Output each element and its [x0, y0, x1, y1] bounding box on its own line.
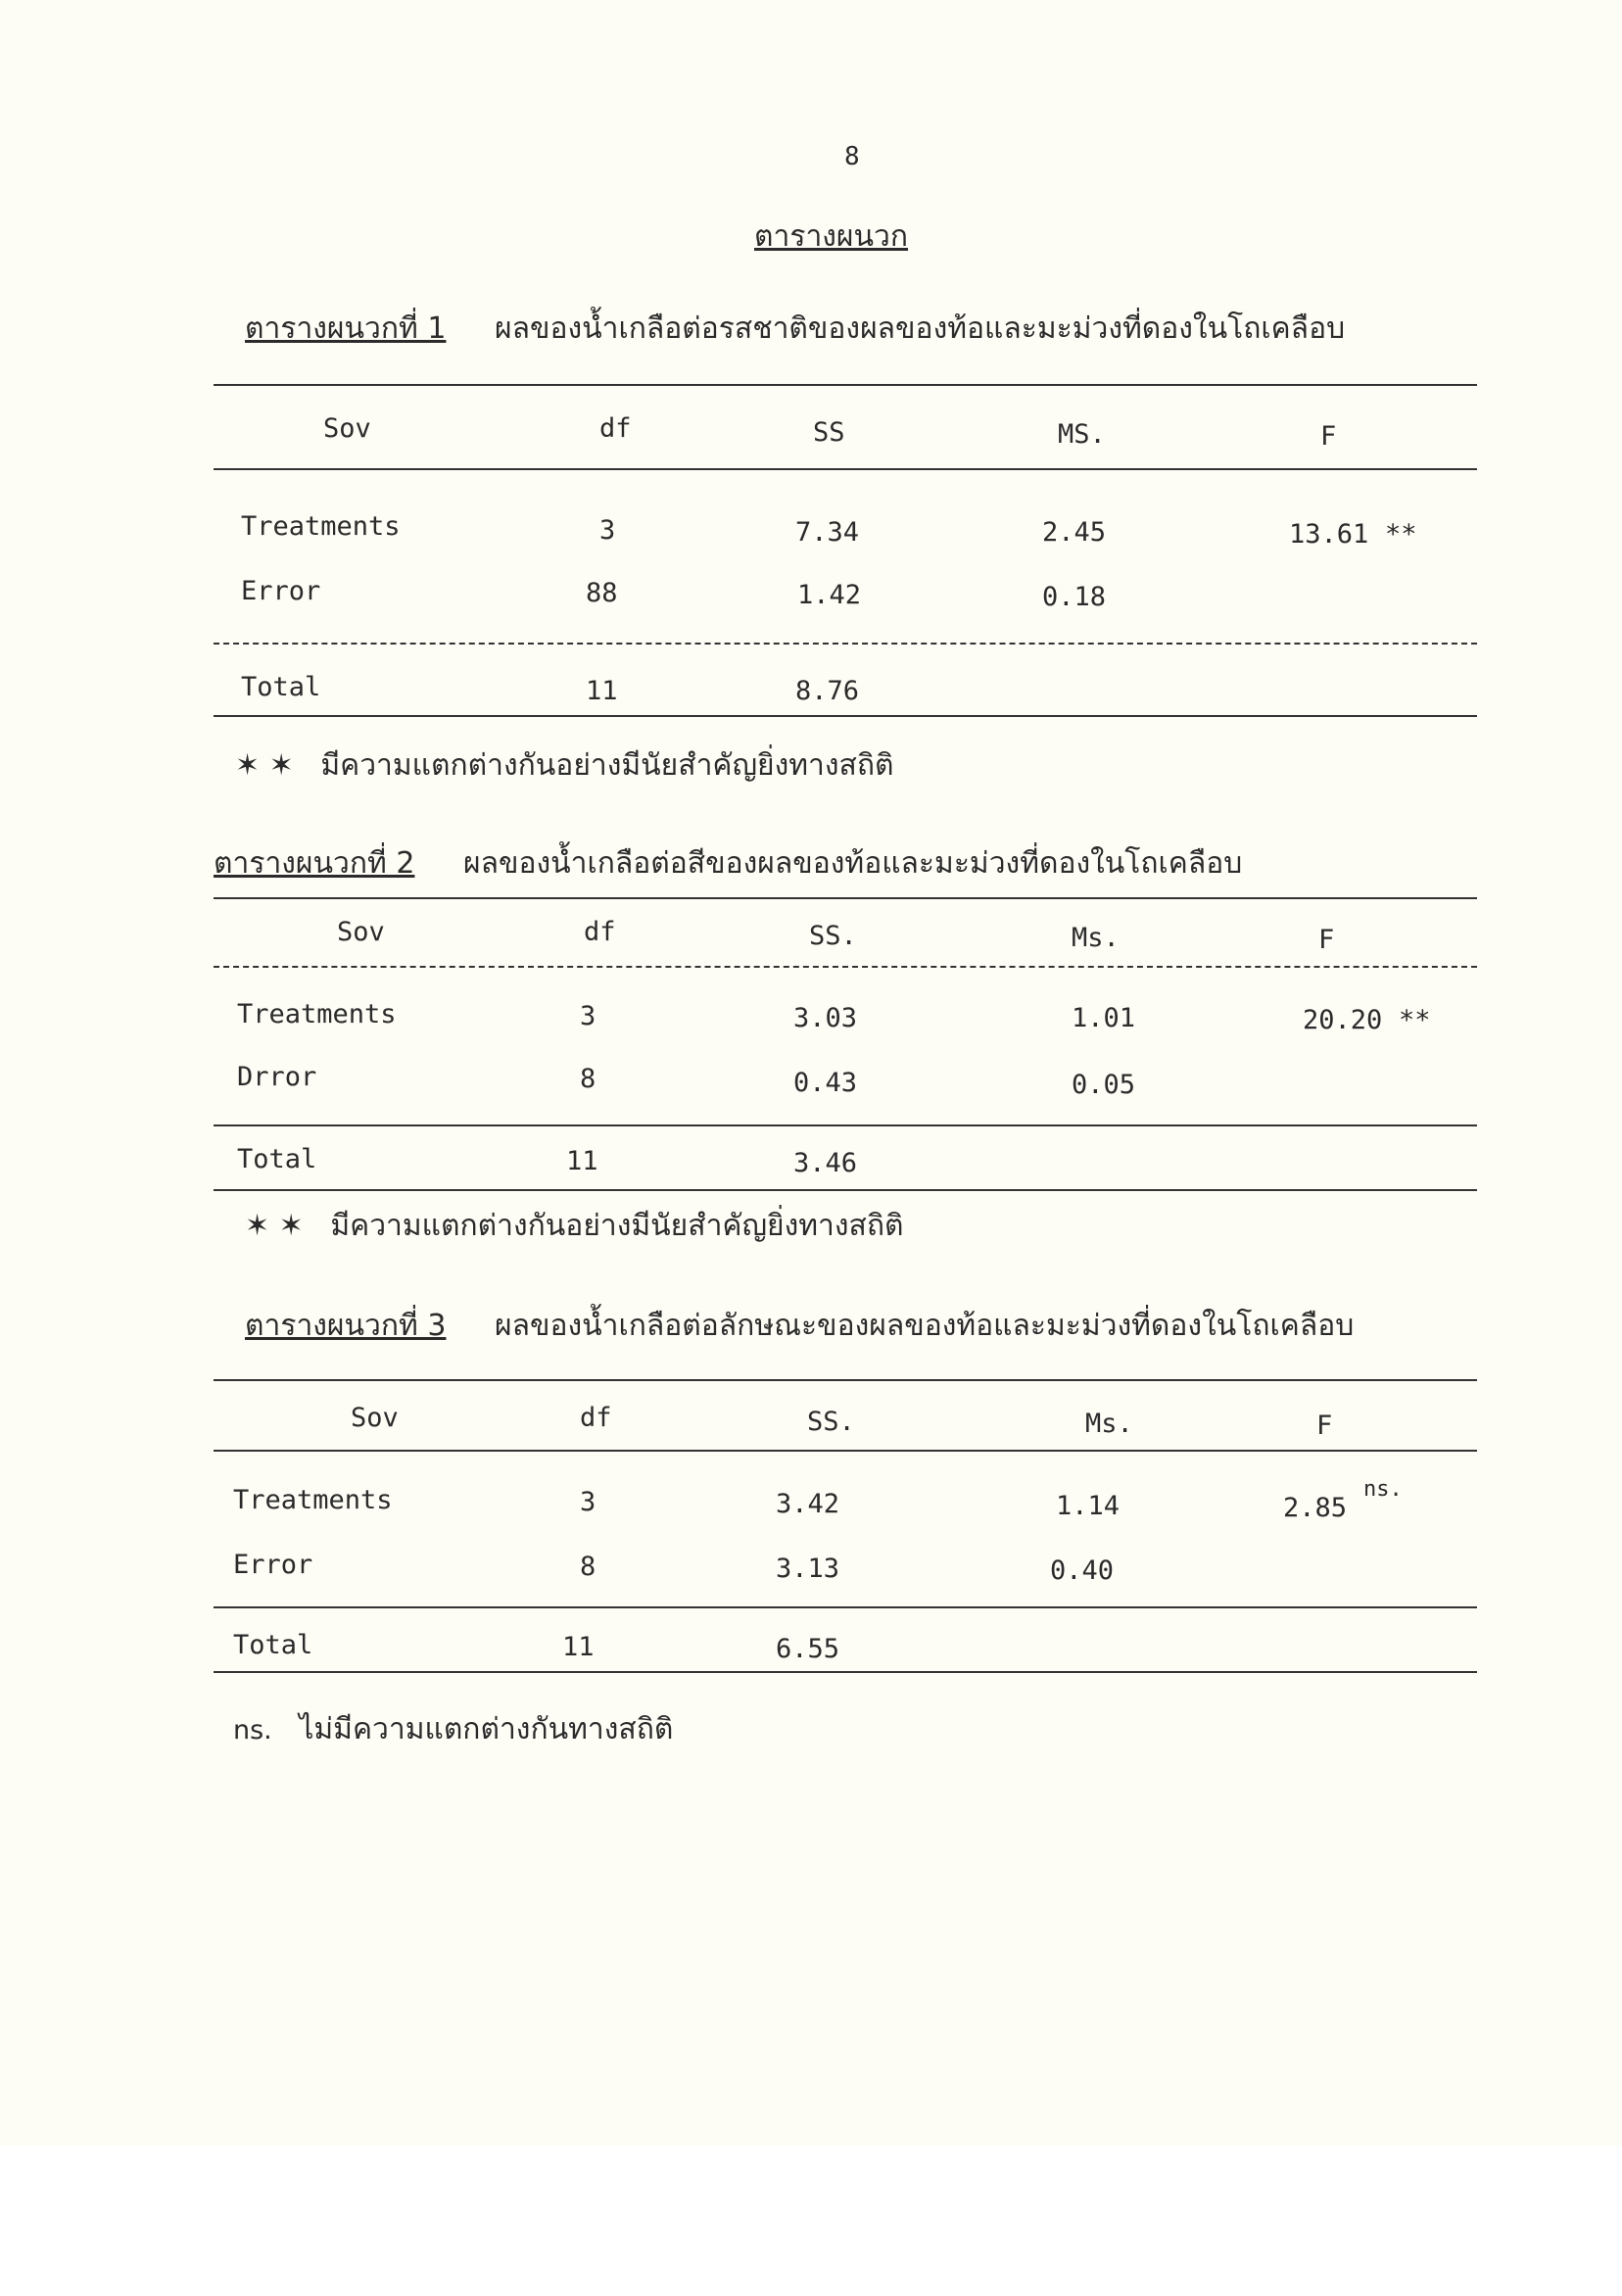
table-label: ตารางผนวกที่ 2 — [214, 846, 415, 881]
row-ms: 0.18 — [1042, 582, 1107, 612]
footnote-text: มีความแตกต่างกันอย่างมีนัยสำคัญยิ่งทางสถิติ — [320, 748, 894, 783]
row-ms: 0.40 — [1050, 1555, 1115, 1586]
table-caption — [214, 840, 1242, 886]
row-ms: 1.01 — [1072, 1003, 1136, 1033]
header-df: df — [584, 917, 616, 947]
row-df: 3 — [580, 1487, 596, 1517]
row-f: 13.61 — [1289, 519, 1369, 550]
footnote-symbol: ns. — [233, 1715, 272, 1746]
header-sov: Sov — [351, 1403, 399, 1433]
row-df: 8 — [580, 1064, 596, 1094]
row-ss: 7.34 — [795, 517, 860, 548]
total-sov: Total — [241, 672, 321, 702]
row-ms: 2.45 — [1042, 517, 1107, 548]
header-ss: SS. — [809, 921, 857, 951]
significance-mark: ns. — [1363, 1477, 1403, 1502]
row-df: 88 — [586, 578, 618, 608]
header-rule — [214, 1450, 1477, 1452]
total-ss: 3.46 — [793, 1148, 858, 1178]
row-ms: 0.05 — [1072, 1070, 1136, 1100]
row-ss: 3.03 — [793, 1003, 858, 1033]
total-rule — [214, 643, 1477, 645]
bottom-rule — [214, 1189, 1477, 1191]
row-ss: 1.42 — [797, 580, 862, 610]
row-ss: 3.13 — [776, 1554, 840, 1584]
table-title: ผลของน้ำเกลือต่อรสชาติของผลของท้อและมะม่วงที่ดองในโถเคลือบ — [494, 311, 1346, 346]
header-sov: Sov — [337, 917, 385, 947]
footnote-text: มีความแตกต่างกันอย่างมีนัยสำคัญยิ่งทางสถิติ — [330, 1209, 904, 1243]
total-df: 11 — [562, 1632, 595, 1662]
row-df: 3 — [599, 515, 616, 546]
header-f: F — [1320, 421, 1337, 452]
row-ss: 3.42 — [776, 1489, 840, 1519]
row-f: 2.85 — [1283, 1493, 1348, 1523]
top-rule — [214, 384, 1477, 386]
table-title: ผลของน้ำเกลือต่อสีของผลของท้อและมะม่วงที่ดองในโถเคลือบ — [462, 846, 1243, 881]
header-df: df — [599, 413, 632, 444]
table-footnote — [233, 1706, 673, 1752]
page-number: 8 — [844, 142, 860, 171]
header-rule — [214, 966, 1477, 968]
header-rule — [214, 468, 1477, 470]
total-ss: 6.55 — [776, 1634, 840, 1664]
row-f: 20.20 — [1303, 1005, 1383, 1035]
table-footnote — [245, 1203, 904, 1249]
total-rule — [214, 1606, 1477, 1608]
total-df: 11 — [586, 676, 618, 706]
bottom-rule — [214, 715, 1477, 717]
header-ms: Ms. — [1072, 923, 1120, 953]
table-footnote — [235, 742, 894, 789]
header-sov: Sov — [323, 413, 371, 444]
header-ms: Ms. — [1085, 1409, 1133, 1439]
appendix-title: ตารางผนวก — [754, 219, 909, 254]
scan-margin — [0, 2145, 1622, 2296]
table-title: ผลของน้ำเกลือต่อลักษณะของผลของท้อและมะม่วงที่ดองในโถเคลือบ — [494, 1309, 1355, 1343]
total-sov: Total — [237, 1144, 317, 1174]
row-sov: Drror — [237, 1062, 317, 1092]
total-rule — [214, 1124, 1477, 1126]
bottom-rule — [214, 1671, 1477, 1673]
total-sov: Total — [233, 1630, 313, 1660]
footnote-symbol: ✶ ✶ — [235, 748, 294, 783]
header-f: F — [1316, 1411, 1333, 1441]
table-caption — [245, 306, 1345, 352]
row-df: 3 — [580, 1001, 596, 1031]
row-sov: Error — [241, 576, 321, 606]
table-label: ตารางผนวกที่ 1 — [245, 311, 447, 346]
table-caption — [245, 1303, 1354, 1349]
row-sov: Treatments — [237, 999, 397, 1029]
total-ss: 8.76 — [795, 676, 860, 706]
header-ms: MS. — [1058, 419, 1106, 450]
header-f: F — [1318, 925, 1335, 955]
header-ss: SS. — [807, 1407, 855, 1437]
significance-mark: ** — [1399, 1005, 1431, 1035]
row-df: 8 — [580, 1552, 596, 1582]
row-sov: Error — [233, 1550, 313, 1580]
footnote-symbol: ✶ ✶ — [245, 1209, 304, 1243]
header-df: df — [580, 1403, 612, 1433]
top-rule — [214, 1379, 1477, 1381]
row-sov: Treatments — [233, 1485, 393, 1515]
row-ss: 0.43 — [793, 1068, 858, 1098]
header-ss: SS — [813, 417, 845, 448]
footnote-text: ไม่มีความแตกต่างกันทางสถิติ — [299, 1712, 674, 1746]
total-df: 11 — [566, 1146, 598, 1176]
top-rule — [214, 897, 1477, 899]
significance-mark: ** — [1385, 519, 1417, 550]
row-sov: Treatments — [241, 511, 401, 542]
row-ms: 1.14 — [1056, 1491, 1121, 1521]
table-label: ตารางผนวกที่ 3 — [245, 1309, 447, 1343]
